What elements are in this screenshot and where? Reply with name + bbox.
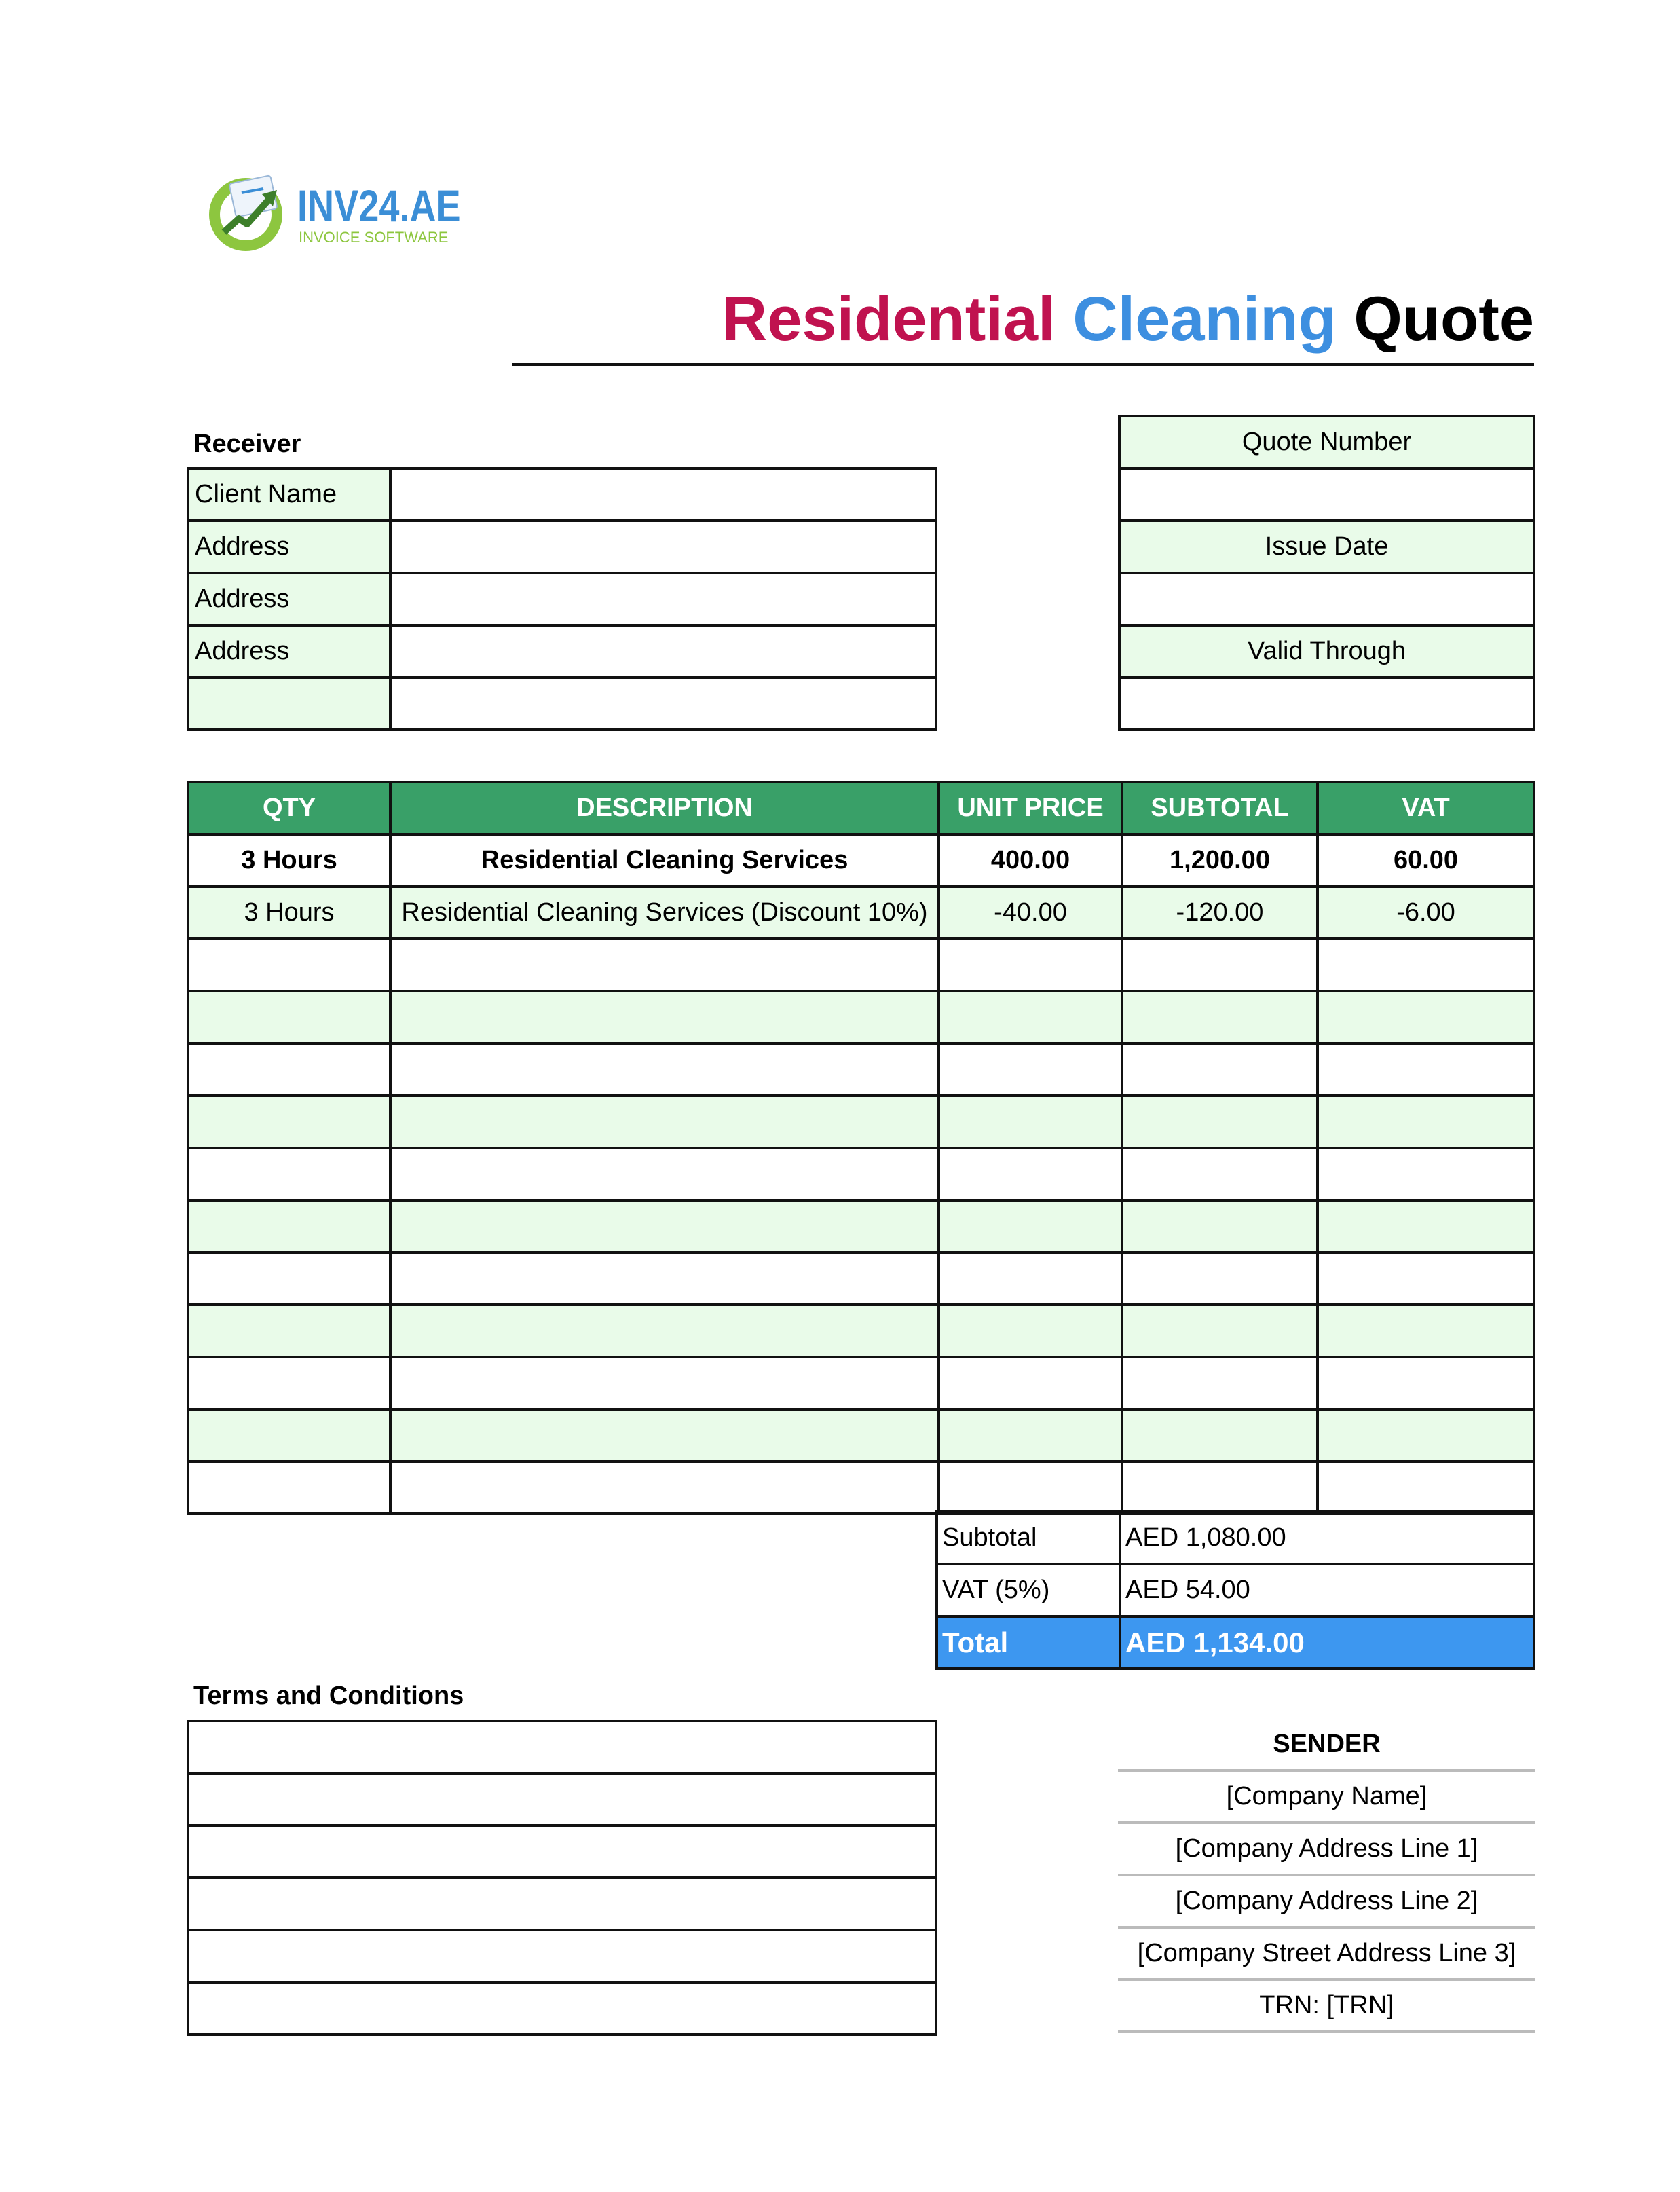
total-label: Total <box>937 1616 1120 1669</box>
empty-cell[interactable] <box>1318 1252 1534 1305</box>
receiver-row <box>188 677 936 730</box>
empty-cell[interactable] <box>390 1148 939 1200</box>
table-row <box>188 887 1534 939</box>
title-word-1: Residential <box>722 284 1056 354</box>
qty-cell[interactable]: 3 Hours <box>188 834 390 887</box>
vat-row <box>937 1564 1534 1616</box>
header-unit-price: UNIT PRICE <box>939 782 1122 834</box>
client-name-field[interactable] <box>390 468 936 521</box>
quote-number-field[interactable] <box>1119 468 1534 521</box>
page-title <box>722 285 1534 353</box>
terms-line[interactable] <box>188 1878 936 1930</box>
header-qty: QTY <box>188 782 390 834</box>
unit-price-cell[interactable]: 400.00 <box>939 834 1122 887</box>
empty-cell[interactable] <box>1318 1462 1534 1514</box>
empty-cell[interactable] <box>1122 1200 1318 1252</box>
subtotal-row <box>937 1512 1534 1564</box>
description-cell[interactable]: Residential Cleaning Services (Discount 10%) <box>390 887 939 939</box>
terms-heading: Terms and Conditions <box>193 1682 464 1710</box>
logo-name: INV24.AE <box>297 181 461 231</box>
empty-cell[interactable] <box>390 1096 939 1148</box>
empty-cell[interactable] <box>188 1252 390 1305</box>
totals-table <box>935 1510 1535 1670</box>
company-logo <box>204 170 462 258</box>
empty-cell[interactable] <box>1122 1462 1318 1514</box>
terms-line[interactable] <box>188 1982 936 2035</box>
table-row <box>188 834 1534 887</box>
empty-cell[interactable] <box>1122 1096 1318 1148</box>
vat-label: VAT (5%) <box>937 1564 1120 1616</box>
empty-cell[interactable] <box>939 1148 1122 1200</box>
empty-cell[interactable] <box>939 1357 1122 1409</box>
empty-row <box>188 939 1534 991</box>
empty-cell[interactable] <box>390 1252 939 1305</box>
receiver-label: Address <box>188 573 390 625</box>
title-word-3: Quote <box>1354 284 1534 354</box>
subtotal-value: AED 1,080.00 <box>1120 1512 1534 1564</box>
address-field-2[interactable] <box>390 573 936 625</box>
header-subtotal: SUBTOTAL <box>1122 782 1318 834</box>
receiver-label: Address <box>188 625 390 677</box>
sender-address-line-2[interactable]: [Company Address Line 2] <box>1118 1876 1535 1929</box>
empty-cell[interactable] <box>390 1409 939 1462</box>
receiver-row <box>188 625 936 677</box>
receiver-label <box>188 677 390 730</box>
empty-cell[interactable] <box>1122 1148 1318 1200</box>
empty-cell[interactable] <box>939 1043 1122 1096</box>
empty-cell[interactable] <box>1318 1043 1534 1096</box>
quote-info-table <box>1118 415 1535 731</box>
empty-cell[interactable] <box>939 1200 1122 1252</box>
logo-chart-icon <box>204 170 292 258</box>
issue-date-field[interactable] <box>1119 573 1534 625</box>
vat-cell[interactable]: 60.00 <box>1318 834 1534 887</box>
address-field-1[interactable] <box>390 521 936 573</box>
empty-cell[interactable] <box>1318 1357 1534 1409</box>
empty-cell[interactable] <box>1122 939 1318 991</box>
terms-line[interactable] <box>188 1930 936 1982</box>
sender-address-line-1[interactable]: [Company Address Line 1] <box>1118 1824 1535 1876</box>
subtotal-cell[interactable]: -120.00 <box>1122 887 1318 939</box>
table-header-row <box>188 782 1534 834</box>
subtotal-label: Subtotal <box>937 1512 1120 1564</box>
empty-cell[interactable] <box>188 1462 390 1514</box>
empty-cell[interactable] <box>390 991 939 1043</box>
title-divider <box>512 363 1534 366</box>
sender-company-name[interactable]: [Company Name] <box>1118 1772 1535 1824</box>
empty-cell[interactable] <box>1122 1252 1318 1305</box>
unit-price-cell[interactable]: -40.00 <box>939 887 1122 939</box>
empty-cell[interactable] <box>188 1357 390 1409</box>
empty-cell[interactable] <box>188 1096 390 1148</box>
empty-cell[interactable] <box>939 1305 1122 1357</box>
empty-cell[interactable] <box>188 1200 390 1252</box>
empty-cell[interactable] <box>1318 939 1534 991</box>
receiver-label: Address <box>188 521 390 573</box>
empty-cell[interactable] <box>1122 1409 1318 1462</box>
receiver-label: Client Name <box>188 468 390 521</box>
sender-heading: SENDER <box>1118 1720 1535 1772</box>
empty-cell[interactable] <box>939 1096 1122 1148</box>
extra-field[interactable] <box>390 677 936 730</box>
empty-row <box>188 1305 1534 1357</box>
empty-cell[interactable] <box>188 1148 390 1200</box>
issue-date-label: Issue Date <box>1119 521 1534 573</box>
empty-cell[interactable] <box>188 1043 390 1096</box>
title-word-2: Cleaning <box>1072 284 1337 354</box>
description-cell[interactable]: Residential Cleaning Services <box>390 834 939 887</box>
terms-line[interactable] <box>188 1825 936 1878</box>
vat-value: AED 54.00 <box>1120 1564 1534 1616</box>
empty-cell[interactable] <box>390 939 939 991</box>
empty-cell[interactable] <box>390 1200 939 1252</box>
empty-row <box>188 1252 1534 1305</box>
receiver-heading: Receiver <box>193 430 301 458</box>
empty-row <box>188 1409 1534 1462</box>
empty-cell[interactable] <box>390 1357 939 1409</box>
empty-row <box>188 1043 1534 1096</box>
empty-cell[interactable] <box>188 1305 390 1357</box>
empty-cell[interactable] <box>390 1462 939 1514</box>
total-value: AED 1,134.00 <box>1120 1616 1534 1669</box>
empty-cell[interactable] <box>188 939 390 991</box>
empty-cell[interactable] <box>1122 1043 1318 1096</box>
empty-cell[interactable] <box>939 1462 1122 1514</box>
header-vat: VAT <box>1318 782 1534 834</box>
empty-row <box>188 991 1534 1043</box>
empty-row <box>188 1462 1534 1514</box>
empty-cell[interactable] <box>939 991 1122 1043</box>
terms-table <box>187 1720 937 2036</box>
empty-cell[interactable] <box>939 1252 1122 1305</box>
empty-cell[interactable] <box>1318 1409 1534 1462</box>
empty-cell[interactable] <box>1318 1148 1534 1200</box>
receiver-row <box>188 521 936 573</box>
sender-block <box>1118 1720 1535 2033</box>
total-row <box>937 1616 1534 1669</box>
receiver-table <box>187 467 937 731</box>
sender-address-line-3[interactable]: [Company Street Address Line 3] <box>1118 1929 1535 1981</box>
empty-cell[interactable] <box>390 1043 939 1096</box>
empty-cell[interactable] <box>1318 1200 1534 1252</box>
empty-row <box>188 1096 1534 1148</box>
empty-cell[interactable] <box>939 1409 1122 1462</box>
empty-row <box>188 1148 1534 1200</box>
sender-trn[interactable]: TRN: [TRN] <box>1118 1981 1535 2033</box>
empty-cell[interactable] <box>1122 1357 1318 1409</box>
empty-cell[interactable] <box>939 939 1122 991</box>
empty-cell[interactable] <box>390 1305 939 1357</box>
receiver-row <box>188 468 936 521</box>
qty-cell[interactable]: 3 Hours <box>188 887 390 939</box>
header-description: DESCRIPTION <box>390 782 939 834</box>
empty-row <box>188 1357 1534 1409</box>
empty-cell[interactable] <box>1122 1305 1318 1357</box>
vat-cell[interactable]: -6.00 <box>1318 887 1534 939</box>
logo-tagline: INVOICE SOFTWARE <box>299 229 449 246</box>
subtotal-cell[interactable]: 1,200.00 <box>1122 834 1318 887</box>
quote-number-label: Quote Number <box>1119 416 1534 468</box>
terms-line[interactable] <box>188 1721 936 1773</box>
valid-through-label: Valid Through <box>1119 625 1534 677</box>
empty-cell[interactable] <box>188 1409 390 1462</box>
address-field-3[interactable] <box>390 625 936 677</box>
line-items-table <box>187 781 1535 1515</box>
valid-through-field[interactable] <box>1119 677 1534 730</box>
empty-cell[interactable] <box>1318 1096 1534 1148</box>
receiver-row <box>188 573 936 625</box>
empty-cell[interactable] <box>1318 991 1534 1043</box>
empty-row <box>188 1200 1534 1252</box>
empty-cell[interactable] <box>1318 1305 1534 1357</box>
empty-cell[interactable] <box>188 991 390 1043</box>
empty-cell[interactable] <box>1122 991 1318 1043</box>
terms-line[interactable] <box>188 1773 936 1825</box>
